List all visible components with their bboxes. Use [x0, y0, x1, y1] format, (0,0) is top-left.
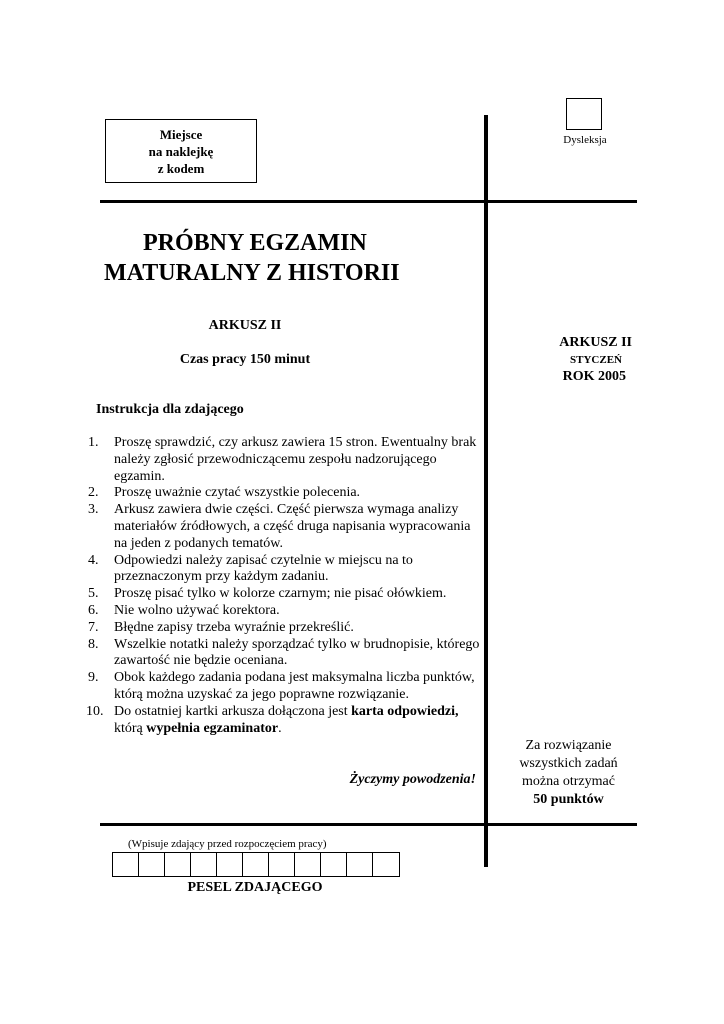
instruction-text: Arkusz zawiera dwie części. Część pierwsza wymaga analizy materiałów źródłowych, a część druga napisania wypracowania na jeden z podanych tematów. — [114, 502, 471, 551]
instruction-number: 7. — [88, 619, 99, 635]
instruction-number: 5. — [88, 586, 99, 602]
sticker-line-3: z kodem — [157, 160, 205, 176]
instruction-item — [84, 502, 486, 552]
instruction-item — [84, 435, 486, 485]
pesel-note: (Wpisuje zdający przed rozpoczęciem pracy) — [128, 838, 327, 850]
top-divider — [100, 200, 637, 203]
title-line-1: PRÓBNY EGZAMIN — [143, 230, 367, 256]
dysleksja-label: Dysleksja — [563, 134, 607, 146]
pesel-digit-cell[interactable] — [321, 853, 347, 876]
instruction-text: Błędne zapisy trzeba wyraźnie przekreślić. — [114, 619, 354, 635]
pesel-digit-cell[interactable] — [269, 853, 295, 876]
sheet-label: ARKUSZ II — [208, 318, 282, 333]
instruction-text: Odpowiedzi należy zapisać czytelnie w miejscu na to przeznaczonym przy każdym zadaniu. — [114, 552, 413, 585]
instruction-number: 9. — [88, 670, 99, 686]
instruction-text: Nie wolno używać korektora. — [114, 602, 280, 618]
right-month-label: STYCZEŃ — [570, 354, 622, 366]
instructions-heading: Instrukcja dla zdającego — [96, 402, 244, 417]
instruction-text: Proszę sprawdzić, czy arkusz zawiera 15 stron. Ewentualny brak należy zgłosić przewodniczącemu zespołu nadzorującego egzamin. — [114, 435, 477, 484]
instruction-number: 3. — [88, 502, 99, 518]
pesel-digit-cell[interactable] — [113, 853, 139, 876]
instructions-list — [84, 435, 486, 737]
instruction-text-part: . — [278, 720, 282, 736]
sticker-line-2: na naklejkę — [148, 143, 214, 159]
points-line-1: Za rozwiązanie — [525, 738, 612, 753]
pesel-label: PESEL ZDAJĄCEGO — [187, 880, 323, 895]
instruction-number: 10. — [86, 703, 104, 719]
pesel-digit-cell[interactable] — [243, 853, 269, 876]
pesel-digit-cell[interactable] — [165, 853, 191, 876]
points-info — [500, 737, 637, 809]
pesel-digit-cell[interactable] — [295, 853, 321, 876]
pesel-digit-cell[interactable] — [191, 853, 217, 876]
instruction-number: 1. — [88, 435, 99, 450]
points-value: 50 punktów — [533, 792, 604, 807]
instruction-item — [84, 553, 486, 587]
wishes-text: Życzymy powodzenia! — [349, 772, 476, 787]
instruction-text-bold: wypełnia egzaminator — [146, 720, 279, 736]
dysleksja-checkbox[interactable] — [566, 98, 602, 130]
instruction-text: Wszelkie notatki należy sporządzać tylko w brudnopisie, którego zawartość nie będzie oceniana. — [114, 636, 480, 669]
pesel-digit-cell[interactable] — [373, 853, 399, 876]
pesel-digit-cell[interactable] — [347, 853, 373, 876]
right-year-label: ROK 2005 — [562, 369, 626, 384]
instruction-item — [84, 586, 486, 603]
time-label: Czas pracy 150 minut — [179, 352, 311, 367]
pesel-input-grid[interactable] — [112, 852, 400, 877]
bottom-divider — [100, 823, 637, 826]
pesel-digit-cell[interactable] — [217, 853, 243, 876]
instruction-number: 2. — [88, 485, 99, 501]
instruction-text-part: którą — [114, 720, 147, 736]
instruction-text: Obok każdego zadania podana jest maksymalna liczba punktów, którą można uzyskać za jego poprawne rozwiązanie. — [114, 670, 475, 702]
right-sheet-label: ARKUSZ II — [559, 335, 632, 350]
instruction-text: Proszę pisać tylko w kolorze czarnym; nie pisać ołówkiem. — [114, 586, 447, 602]
instruction-item — [84, 485, 486, 502]
instruction-item — [84, 670, 486, 704]
instruction-number: 4. — [88, 552, 99, 568]
instruction-item — [84, 637, 486, 671]
title-line-2: MATURALNY Z HISTORII — [104, 260, 400, 286]
instruction-text: Proszę uważnie czytać wszystkie polecenia. — [114, 485, 361, 501]
instruction-number: 8. — [88, 636, 99, 652]
instruction-text-bold: karta odpowiedzi, — [351, 703, 459, 719]
sticker-line-1: Miejsce — [159, 126, 203, 142]
instruction-item — [84, 603, 486, 620]
instruction-number: 6. — [88, 602, 99, 618]
pesel-digit-cell[interactable] — [139, 853, 165, 876]
points-line-3: można otrzymać — [522, 774, 615, 789]
sticker-box — [105, 119, 257, 183]
points-line-2: wszystkich zadań — [519, 756, 618, 771]
instruction-item — [84, 704, 486, 738]
instruction-item — [84, 620, 486, 637]
page-title — [100, 228, 480, 288]
instruction-text-part: Do ostatniej kartki arkusza dołączona jest — [114, 703, 352, 719]
